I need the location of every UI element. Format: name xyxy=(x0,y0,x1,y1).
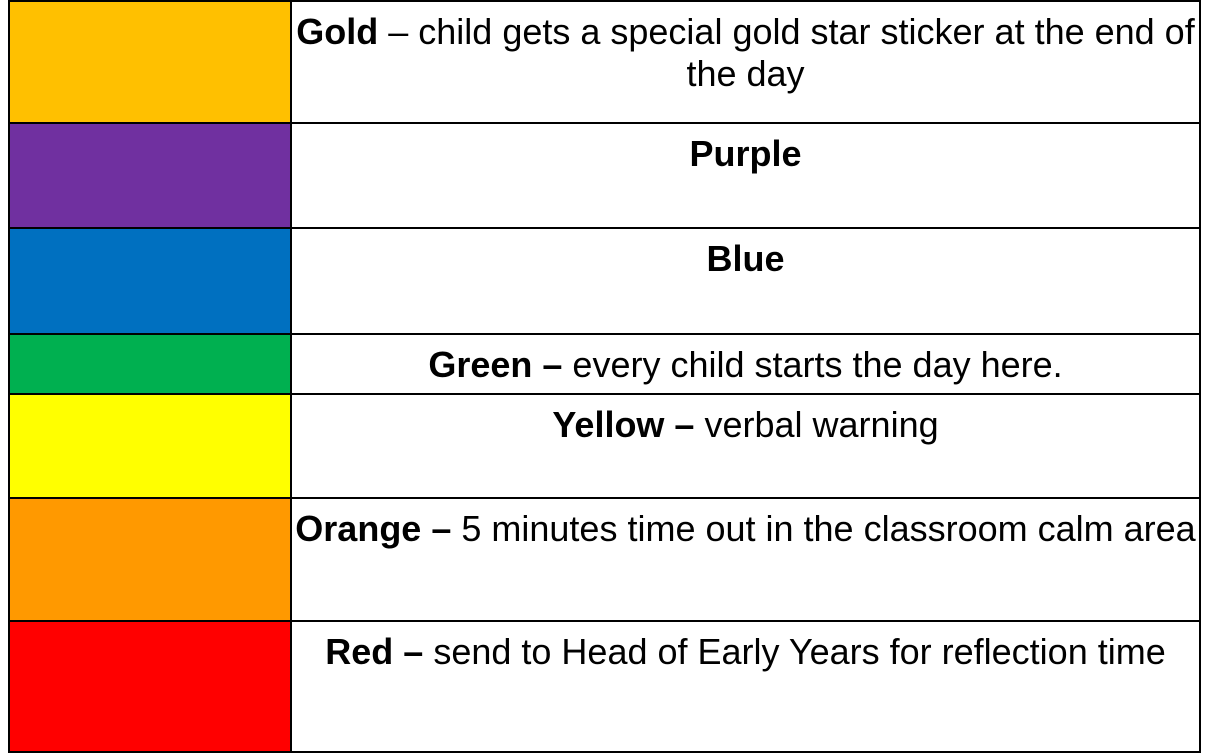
blue-label: Blue xyxy=(706,238,785,280)
green-separator xyxy=(562,344,572,385)
red-row xyxy=(9,621,1200,752)
behaviour-chart-table xyxy=(8,0,1201,753)
red-separator xyxy=(423,631,433,672)
purple-text-cell xyxy=(291,123,1200,228)
yellow-row xyxy=(9,394,1200,498)
orange-description: 5 minutes time out in the classroom calm area xyxy=(461,508,1196,550)
purple-swatch xyxy=(9,123,291,228)
gold-swatch xyxy=(9,1,291,123)
yellow-label: Yellow – xyxy=(552,404,695,446)
orange-text-cell xyxy=(291,498,1200,620)
gold-row xyxy=(9,1,1200,123)
blue-text-cell xyxy=(291,228,1200,333)
orange-swatch xyxy=(9,498,291,620)
green-description: every child starts the day here. xyxy=(572,343,1063,385)
blue-swatch xyxy=(9,228,291,333)
orange-separator xyxy=(451,508,461,549)
yellow-separator xyxy=(694,404,704,445)
yellow-description: verbal warning xyxy=(704,404,939,446)
yellow-swatch xyxy=(9,394,291,498)
orange-row xyxy=(9,498,1200,620)
green-text-cell xyxy=(291,334,1200,395)
gold-description: child gets a special gold star sticker at the end of the day xyxy=(418,11,1195,94)
red-text-cell xyxy=(291,621,1200,752)
purple-row xyxy=(9,123,1200,228)
red-description: send to Head of Early Years for reflection time xyxy=(433,630,1166,672)
gold-separator: – xyxy=(378,11,419,52)
green-swatch xyxy=(9,334,291,395)
purple-label: Purple xyxy=(689,133,802,175)
red-swatch xyxy=(9,621,291,752)
red-label: Red – xyxy=(325,630,424,672)
yellow-text-cell xyxy=(291,394,1200,498)
blue-row xyxy=(9,228,1200,333)
gold-text-cell xyxy=(291,1,1200,123)
green-label: Green – xyxy=(428,343,563,385)
gold-label: Gold xyxy=(296,11,379,52)
orange-label: Orange – xyxy=(295,508,452,550)
green-row xyxy=(9,334,1200,395)
